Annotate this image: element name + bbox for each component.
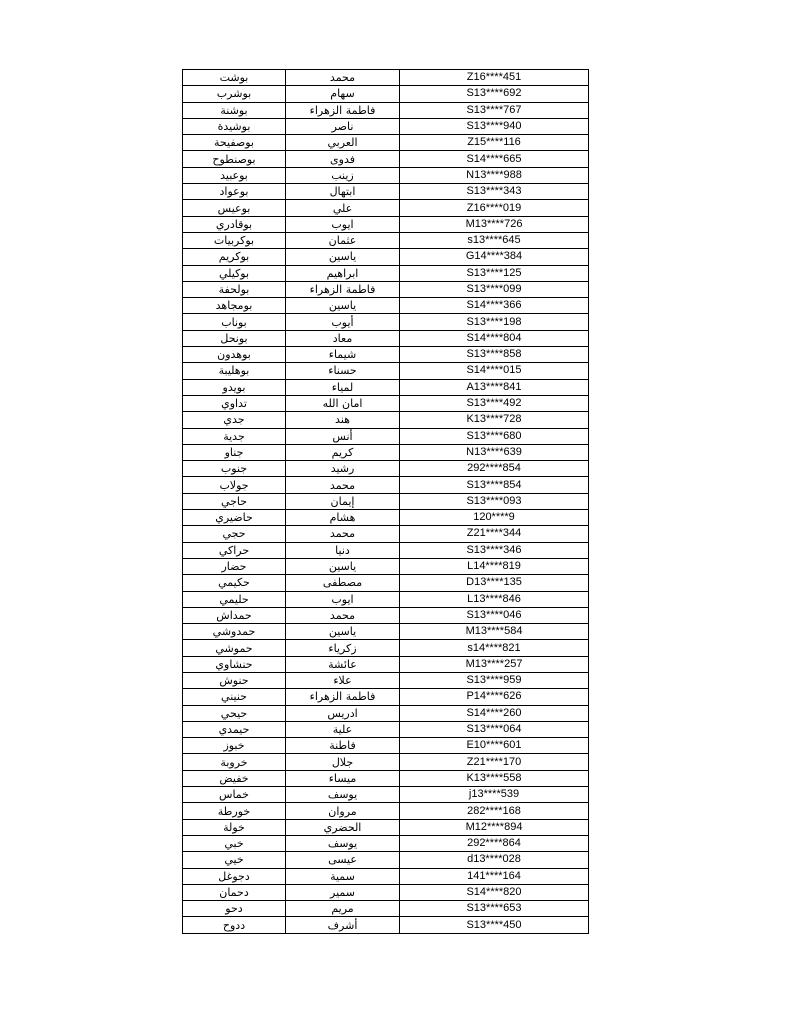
- last-name-cell: ددوح: [183, 917, 286, 933]
- table-row: [183, 86, 589, 102]
- id-code-text: 141****164: [467, 869, 521, 882]
- id-code-text: M13****257: [465, 657, 523, 670]
- last-name-cell: حاجي: [183, 493, 286, 509]
- table-row: [183, 803, 589, 819]
- first-name-cell: سهام: [286, 86, 400, 102]
- id-code-text: s14****821: [467, 641, 521, 654]
- last-name-cell: دجوغل: [183, 868, 286, 884]
- id-code-cell: [400, 852, 589, 868]
- table-row: [183, 330, 589, 346]
- id-code-text: S13****125: [466, 266, 522, 279]
- id-code-text: L13****846: [467, 592, 521, 605]
- id-code-cell: [400, 428, 589, 444]
- table-row: [183, 575, 589, 591]
- id-code-cell: [400, 216, 589, 232]
- id-code-cell: [400, 395, 589, 411]
- last-name-cell: حراكي: [183, 542, 286, 558]
- first-name-cell: فاطمة الزهراء: [286, 102, 400, 118]
- table-row: [183, 477, 589, 493]
- id-code-cell: [400, 591, 589, 607]
- first-name-cell: عائشة: [286, 656, 400, 672]
- first-name-cell: محمد: [286, 607, 400, 623]
- last-name-cell: بوصنطوح: [183, 151, 286, 167]
- id-code-text: S13****198: [466, 315, 522, 328]
- first-name-cell: زينب: [286, 167, 400, 183]
- last-name-cell: جنوب: [183, 461, 286, 477]
- last-name-cell: دحو: [183, 901, 286, 917]
- first-name-cell: أيوب: [286, 314, 400, 330]
- id-code-text: A13****841: [466, 380, 522, 393]
- table-row: [183, 835, 589, 851]
- first-name-cell: ايوب: [286, 216, 400, 232]
- table-row: [183, 347, 589, 363]
- first-name-cell: أشرف: [286, 917, 400, 933]
- first-name-cell: رشيد: [286, 461, 400, 477]
- id-code-text: S13****343: [466, 185, 522, 198]
- id-code-cell: [400, 281, 589, 297]
- roster-sheet: [182, 69, 587, 934]
- first-name-cell: علي: [286, 200, 400, 216]
- first-name-cell: يوسف: [286, 835, 400, 851]
- id-code-text: Z16****451: [466, 71, 522, 84]
- last-name-cell: بونحل: [183, 330, 286, 346]
- first-name-cell: ادريس: [286, 705, 400, 721]
- table-row: [183, 265, 589, 281]
- roster-table: [182, 69, 589, 934]
- id-code-cell: [400, 558, 589, 574]
- id-code-text: 282****168: [467, 804, 521, 817]
- table-row: [183, 493, 589, 509]
- first-name-cell: فاطمة الزهراء: [286, 689, 400, 705]
- id-code-text: 292****864: [467, 837, 521, 850]
- id-code-text: M13****584: [465, 625, 523, 638]
- table-row: [183, 738, 589, 754]
- last-name-cell: جناو: [183, 444, 286, 460]
- last-name-cell: دحمان: [183, 884, 286, 900]
- id-code-text: K13****728: [466, 413, 522, 426]
- first-name-cell: مصطفى: [286, 575, 400, 591]
- id-code-cell: [400, 884, 589, 900]
- first-name-cell: سمية: [286, 868, 400, 884]
- id-code-cell: [400, 330, 589, 346]
- id-code-text: S13****064: [466, 723, 522, 736]
- table-row: [183, 787, 589, 803]
- id-code-text: j13****539: [468, 788, 520, 801]
- table-row: [183, 542, 589, 558]
- last-name-cell: بوشيدة: [183, 118, 286, 134]
- id-code-cell: [400, 624, 589, 640]
- last-name-cell: بوكيلي: [183, 265, 286, 281]
- last-name-cell: بوقادري: [183, 216, 286, 232]
- table-row: [183, 428, 589, 444]
- first-name-cell: إيمان: [286, 493, 400, 509]
- first-name-cell: معاد: [286, 330, 400, 346]
- id-code-cell: [400, 461, 589, 477]
- id-code-text: S13****959: [466, 674, 522, 687]
- last-name-cell: حضار: [183, 558, 286, 574]
- id-code-cell: [400, 412, 589, 428]
- last-name-cell: خماس: [183, 787, 286, 803]
- first-name-cell: ياسين: [286, 298, 400, 314]
- table-row: [183, 151, 589, 167]
- id-code-cell: [400, 493, 589, 509]
- id-code-text: S14****820: [466, 885, 522, 898]
- first-name-cell: سمير: [286, 884, 400, 900]
- id-code-text: L14****819: [467, 560, 521, 573]
- last-name-cell: حيمدي: [183, 721, 286, 737]
- table-row: [183, 884, 589, 900]
- last-name-cell: خولة: [183, 819, 286, 835]
- first-name-cell: كريم: [286, 444, 400, 460]
- roster-table-body: [183, 70, 589, 934]
- first-name-cell: ايوب: [286, 591, 400, 607]
- last-name-cell: بوناب: [183, 314, 286, 330]
- id-code-cell: [400, 575, 589, 591]
- id-code-cell: [400, 232, 589, 248]
- id-code-cell: [400, 314, 589, 330]
- id-code-text: S14****804: [466, 331, 522, 344]
- table-row: [183, 232, 589, 248]
- table-row: [183, 281, 589, 297]
- id-code-text: G14****384: [465, 250, 523, 263]
- first-name-cell: ياسين: [286, 558, 400, 574]
- table-row: [183, 705, 589, 721]
- id-code-text: s13****645: [467, 234, 521, 247]
- last-name-cell: جدي: [183, 412, 286, 428]
- table-row: [183, 118, 589, 134]
- first-name-cell: محمد: [286, 477, 400, 493]
- id-code-text: S13****653: [466, 902, 522, 915]
- first-name-cell: فاطنة: [286, 738, 400, 754]
- id-code-cell: [400, 70, 589, 86]
- last-name-cell: بوكريم: [183, 249, 286, 265]
- table-row: [183, 216, 589, 232]
- id-code-cell: [400, 819, 589, 835]
- table-row: [183, 102, 589, 118]
- id-code-text: P14****626: [466, 690, 522, 703]
- id-code-text: S14****015: [466, 364, 522, 377]
- id-code-text: Z21****344: [466, 527, 522, 540]
- id-code-cell: [400, 917, 589, 933]
- id-code-text: N13****639: [466, 445, 522, 458]
- first-name-cell: ناصر: [286, 118, 400, 134]
- id-code-text: 120****9: [473, 511, 515, 524]
- id-code-text: Z21****170: [466, 755, 522, 768]
- first-name-cell: هند: [286, 412, 400, 428]
- id-code-cell: [400, 298, 589, 314]
- id-code-text: S14****665: [466, 152, 522, 165]
- id-code-text: K13****558: [466, 771, 522, 784]
- id-code-text: S13****692: [466, 87, 522, 100]
- last-name-cell: بومجاهد: [183, 298, 286, 314]
- table-row: [183, 672, 589, 688]
- table-row: [183, 379, 589, 395]
- last-name-cell: بوشت: [183, 70, 286, 86]
- id-code-cell: [400, 477, 589, 493]
- table-row: [183, 819, 589, 835]
- id-code-cell: [400, 672, 589, 688]
- table-row: [183, 591, 589, 607]
- id-code-text: d13****028: [467, 853, 521, 866]
- table-row: [183, 656, 589, 672]
- id-code-cell: [400, 656, 589, 672]
- table-row: [183, 363, 589, 379]
- last-name-cell: جولاب: [183, 477, 286, 493]
- id-code-cell: [400, 787, 589, 803]
- last-name-cell: بوشنة: [183, 102, 286, 118]
- last-name-cell: خيي: [183, 852, 286, 868]
- table-row: [183, 868, 589, 884]
- last-name-cell: تداوي: [183, 395, 286, 411]
- last-name-cell: جدية: [183, 428, 286, 444]
- first-name-cell: جلال: [286, 754, 400, 770]
- id-code-text: N13****988: [466, 168, 522, 181]
- last-name-cell: حكيمي: [183, 575, 286, 591]
- table-row: [183, 770, 589, 786]
- id-code-text: S14****260: [466, 706, 522, 719]
- id-code-cell: [400, 118, 589, 134]
- first-name-cell: الحضري: [286, 819, 400, 835]
- table-row: [183, 70, 589, 86]
- id-code-cell: [400, 135, 589, 151]
- table-row: [183, 901, 589, 917]
- last-name-cell: خبوز: [183, 738, 286, 754]
- id-code-cell: [400, 347, 589, 363]
- id-code-cell: [400, 363, 589, 379]
- first-name-cell: محمد: [286, 70, 400, 86]
- first-name-cell: ياسين: [286, 624, 400, 640]
- id-code-cell: [400, 868, 589, 884]
- id-code-text: S13****680: [466, 429, 522, 442]
- first-name-cell: عيسى: [286, 852, 400, 868]
- id-code-cell: [400, 803, 589, 819]
- table-row: [183, 395, 589, 411]
- table-row: [183, 444, 589, 460]
- id-code-text: S13****940: [466, 120, 522, 133]
- first-name-cell: عثمان: [286, 232, 400, 248]
- last-name-cell: بوصفيحة: [183, 135, 286, 151]
- id-code-text: S13****450: [466, 918, 522, 931]
- table-row: [183, 314, 589, 330]
- last-name-cell: حليمي: [183, 591, 286, 607]
- table-row: [183, 200, 589, 216]
- id-code-cell: [400, 86, 589, 102]
- last-name-cell: حمدوشي: [183, 624, 286, 640]
- last-name-cell: بوهليبة: [183, 363, 286, 379]
- last-name-cell: بوشرب: [183, 86, 286, 102]
- first-name-cell: العربي: [286, 135, 400, 151]
- id-code-text: 292****854: [467, 462, 521, 475]
- id-code-cell: [400, 607, 589, 623]
- first-name-cell: أنس: [286, 428, 400, 444]
- last-name-cell: خورطة: [183, 803, 286, 819]
- first-name-cell: لمياء: [286, 379, 400, 395]
- table-row: [183, 558, 589, 574]
- last-name-cell: حنوش: [183, 672, 286, 688]
- id-code-text: M13****726: [465, 217, 523, 230]
- id-code-cell: [400, 167, 589, 183]
- table-row: [183, 461, 589, 477]
- last-name-cell: بوهدون: [183, 347, 286, 363]
- id-code-cell: [400, 705, 589, 721]
- last-name-cell: خبي: [183, 835, 286, 851]
- table-row: [183, 412, 589, 428]
- first-name-cell: يوسف: [286, 787, 400, 803]
- last-name-cell: بولحفة: [183, 281, 286, 297]
- id-code-text: S14****366: [466, 299, 522, 312]
- id-code-cell: [400, 689, 589, 705]
- first-name-cell: دنيا: [286, 542, 400, 558]
- first-name-cell: محمد: [286, 526, 400, 542]
- first-name-cell: مروان: [286, 803, 400, 819]
- id-code-cell: [400, 754, 589, 770]
- first-name-cell: علاء: [286, 672, 400, 688]
- first-name-cell: ميساء: [286, 770, 400, 786]
- first-name-cell: علية: [286, 721, 400, 737]
- id-code-cell: [400, 526, 589, 542]
- table-row: [183, 689, 589, 705]
- last-name-cell: حنيني: [183, 689, 286, 705]
- id-code-cell: [400, 184, 589, 200]
- first-name-cell: زكرياء: [286, 640, 400, 656]
- id-code-text: S13****346: [466, 543, 522, 556]
- id-code-text: S13****858: [466, 348, 522, 361]
- first-name-cell: فدوى: [286, 151, 400, 167]
- last-name-cell: بوعيس: [183, 200, 286, 216]
- id-code-cell: [400, 249, 589, 265]
- id-code-cell: [400, 542, 589, 558]
- table-row: [183, 298, 589, 314]
- table-row: [183, 607, 589, 623]
- id-code-text: E10****601: [466, 739, 522, 752]
- last-name-cell: خروبة: [183, 754, 286, 770]
- last-name-cell: بوعواد: [183, 184, 286, 200]
- table-row: [183, 167, 589, 183]
- id-code-cell: [400, 444, 589, 460]
- first-name-cell: شيماء: [286, 347, 400, 363]
- table-row: [183, 624, 589, 640]
- id-code-text: S13****093: [466, 494, 522, 507]
- first-name-cell: امان الله: [286, 395, 400, 411]
- last-name-cell: خفيض: [183, 770, 286, 786]
- table-row: [183, 135, 589, 151]
- last-name-cell: بويدو: [183, 379, 286, 395]
- table-row: [183, 510, 589, 526]
- first-name-cell: مريم: [286, 901, 400, 917]
- last-name-cell: حمداش: [183, 607, 286, 623]
- last-name-cell: حجي: [183, 526, 286, 542]
- table-row: [183, 917, 589, 933]
- last-name-cell: حاضيري: [183, 510, 286, 526]
- id-code-text: D13****135: [466, 576, 522, 589]
- first-name-cell: هشام: [286, 510, 400, 526]
- id-code-cell: [400, 510, 589, 526]
- id-code-cell: [400, 265, 589, 281]
- last-name-cell: حموشي: [183, 640, 286, 656]
- id-code-text: S13****767: [466, 103, 522, 116]
- first-name-cell: حسناء: [286, 363, 400, 379]
- id-code-text: S13****854: [466, 478, 522, 491]
- id-code-cell: [400, 151, 589, 167]
- id-code-cell: [400, 379, 589, 395]
- id-code-text: Z16****019: [466, 201, 522, 214]
- id-code-cell: [400, 835, 589, 851]
- table-row: [183, 184, 589, 200]
- table-row: [183, 754, 589, 770]
- id-code-text: S13****492: [466, 397, 522, 410]
- id-code-cell: [400, 901, 589, 917]
- table-row: [183, 852, 589, 868]
- last-name-cell: بوعبيد: [183, 167, 286, 183]
- id-code-cell: [400, 721, 589, 737]
- last-name-cell: حيحي: [183, 705, 286, 721]
- first-name-cell: ابراهيم: [286, 265, 400, 281]
- table-row: [183, 721, 589, 737]
- table-row: [183, 640, 589, 656]
- last-name-cell: بوكربيات: [183, 232, 286, 248]
- first-name-cell: فاطمة الزهراء: [286, 281, 400, 297]
- table-row: [183, 249, 589, 265]
- table-row: [183, 526, 589, 542]
- last-name-cell: حنشاوي: [183, 656, 286, 672]
- id-code-cell: [400, 200, 589, 216]
- id-code-cell: [400, 102, 589, 118]
- id-code-text: Z15****116: [467, 136, 521, 149]
- first-name-cell: ابتهال: [286, 184, 400, 200]
- first-name-cell: ياسين: [286, 249, 400, 265]
- id-code-cell: [400, 738, 589, 754]
- id-code-text: M12****894: [465, 820, 523, 833]
- id-code-cell: [400, 640, 589, 656]
- id-code-cell: [400, 770, 589, 786]
- id-code-text: S13****046: [466, 608, 522, 621]
- id-code-text: S13****099: [466, 283, 522, 295]
